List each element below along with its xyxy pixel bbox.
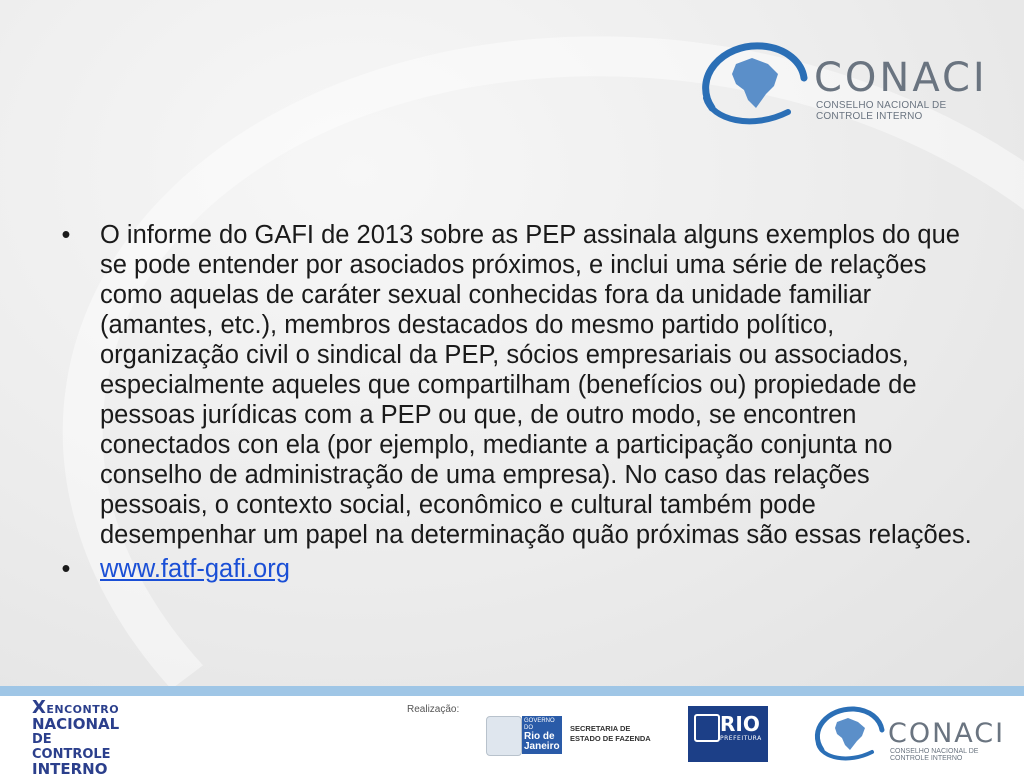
brazil-map-icon [692, 38, 812, 130]
city-emblem-icon [694, 714, 720, 742]
sefaz-label [570, 724, 651, 744]
brazil-map-small-icon [808, 704, 888, 764]
governo-small-label: GOVERNO DO [524, 718, 555, 731]
conaci-footer-wordmark: CONACI [888, 718, 1006, 749]
bullet-item [56, 220, 976, 550]
bullet-item [56, 554, 976, 584]
governo-big-label: Rio de Janeiro [524, 731, 560, 752]
governo-box [522, 716, 562, 754]
encontro-logo [32, 697, 124, 778]
state-crest-icon [486, 716, 522, 756]
rio-label: RIO [720, 712, 760, 736]
encontro-line3: DE CONTROLE [32, 732, 111, 762]
encontro-roman-numeral: X [32, 697, 47, 718]
conaci-wordmark: CONACI [814, 55, 988, 101]
conaci-footer-subtitle: CONSELHO NACIONAL DE CONTROLE INTERNO [890, 748, 979, 762]
governo-rj-logo [486, 714, 666, 758]
footer-divider [0, 686, 1024, 696]
conaci-footer-logo [808, 704, 1018, 764]
conaci-subtitle: CONSELHO NACIONAL DE CONTROLE INTERNO [816, 100, 947, 122]
rio-prefeitura-logo [688, 706, 768, 762]
footer [0, 696, 1024, 778]
encontro-line1: ENCONTRO [46, 703, 120, 716]
encontro-line4: INTERNO [32, 760, 108, 778]
bullet-icon: • [61, 555, 71, 583]
sefaz-line2: ESTADO DE FAZENDA [570, 734, 651, 743]
realizacao-label: Realização: [407, 704, 460, 715]
bullet-icon: • [61, 221, 71, 249]
sefaz-line1: SECRETARIA DE [570, 724, 631, 733]
encontro-line2: NACIONAL [32, 715, 120, 733]
fatf-link[interactable]: www.fatf-gafi.org [100, 555, 290, 583]
conaci-logo [692, 38, 1002, 130]
slide-content [56, 220, 976, 588]
prefeitura-label: PREFEITURA [720, 735, 762, 742]
bullet-text: O informe do GAFI de 2013 sobre as PEP assinala alguns exemplos do que se pode entender por asociados próximos, e inclui uma série de relações como aquelas de caráter sexual conhecidas fora da unidade familiar (amantes, etc.), membros destacados do mesmo partido político, organização civil o sindical da PEP, sócios empresariais ou associados, especialmente aqueles que compartilham (benefícios ou) propiedade de pessoas jurídicas com a PEP ou que, de outro modo, se encontren conectados con ela (por ejemplo, mediante a participação conjunta no conselho de administração de uma empresa). No caso das relações pessoais, o contexto social, econômico e cultural também pode desempenhar um papel na determinação quão próximas são essas relações. [100, 221, 972, 549]
